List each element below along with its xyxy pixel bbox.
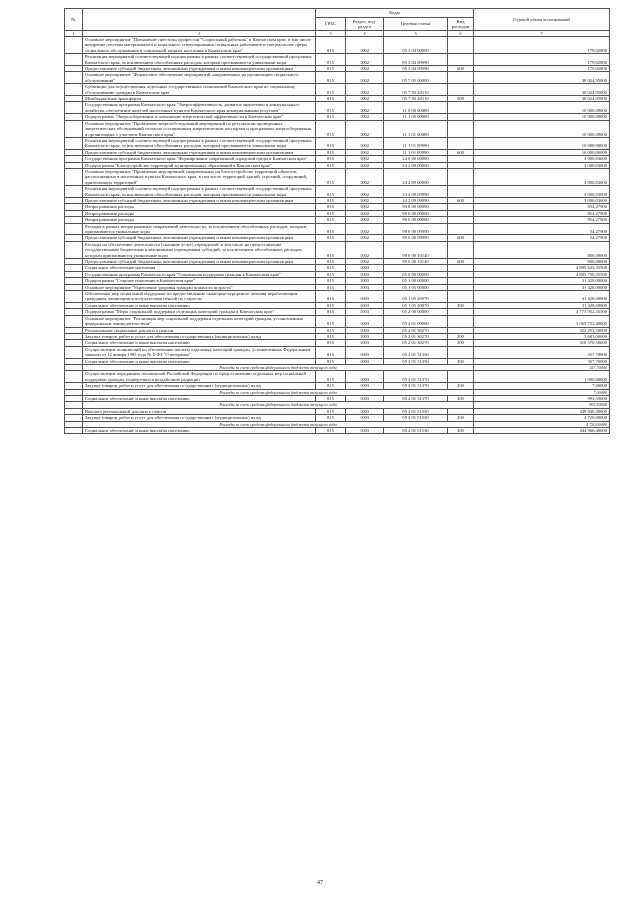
table-row [65,223,610,235]
row-section: 1002 [346,162,384,168]
row-amount: 357,70000 [474,358,610,364]
row-grbs: 815 [316,149,346,155]
row-expense-type [448,223,474,235]
row-name: Социальное обеспечение и иные выплаты населению [83,395,316,401]
table-body [65,37,610,434]
row-target: 11 1 01 00000 [384,120,448,137]
row-target: 05 2 01 30270 [384,333,448,339]
row-amount: 449 840,40000 [474,408,610,414]
row-amount: 3 000,03000 [474,162,610,168]
row-amount: 179,02800 [474,66,610,72]
row-name: Выплата региональной доплаты к пенсии [83,408,316,414]
row-target: 05 3 04 09990 [384,66,448,72]
row-expense-type [448,241,474,258]
budget-table-sheet [64,8,609,870]
row-expense-type: 300 [448,395,474,401]
row-section: 1002 [346,54,384,66]
row-name: Основное мероприятие "Проведение мероприятий, направленных на благоустройство территорий объектов, расположенных в населенных пунктах Камчатского края, в том числе территорий зданий, строений, сооружений, прилегающих территорий" [83,168,316,185]
budget-table [64,8,610,434]
row-section: 1003 [346,383,384,389]
row-amount: 31 428,00000 [474,302,610,308]
col-number-4: 4 [346,31,384,37]
row-index [65,102,83,114]
row-amount: 1 000,60000 [474,371,610,383]
row-expense-type [448,186,474,198]
header-codes: Коды [316,9,474,18]
row-target: 05 2 01 51530 [384,408,448,414]
row-grbs: 815 [316,415,346,421]
row-target: 11 1 01 09990 [384,149,448,155]
row-section: 1002 [346,137,384,149]
row-section: 1002 [346,217,384,223]
row-expense-type [448,72,474,84]
row-name: Социальное обеспечение и иные выплаты населению [83,358,316,364]
row-amount: 31 428,00000 [474,284,610,290]
row-grbs: 815 [316,265,346,271]
header-section: Раздел, под-раздел [346,18,384,31]
row-section: 1003 [346,346,384,358]
row-target: 05 3 04 09990 [384,54,448,66]
row-target: 05 0 00 00000 [384,271,448,277]
row-section: 1003 [346,302,384,308]
row-name: Основное мероприятие "Проведение энергообследований мероприятий по результатам проведенных энергетических обследований согласно составленным энергетическим паспортам и программам энергосбережения в организациях с участием Камчатского края" [83,120,316,137]
row-name: Региональные социальные доплаты к пенсии [83,327,316,333]
row-grbs: 815 [316,315,346,327]
row-section: 1002 [346,149,384,155]
row-target: 24 2 09 00000 [384,168,448,185]
row-target: 05 1 05 20070 [384,302,448,308]
row-grbs: 815 [316,278,346,284]
row-target: 99 0 00 00000 [384,217,448,223]
row-amount: 30 024,95000 [474,96,610,102]
row-target: 05 1 00 00000 [384,278,448,284]
row-index [65,120,83,137]
row-grbs: 815 [316,168,346,185]
table-row [65,72,610,84]
row-section: 1002 [346,37,384,54]
row-expense-type: 600 [448,259,474,265]
row-target: 05 2 01 00000 [384,315,448,327]
row-expense-type [448,120,474,137]
row-grbs: 815 [316,428,346,434]
row-name: Подпрограмма "Старшее поколение в Камчатском крае" [83,278,316,284]
row-section: 1002 [346,204,384,210]
row-index [65,223,83,235]
row-expense-type: 300 [448,302,474,308]
row-section: 1002 [346,197,384,203]
row-name: Расходы в рамках непрограммных направлений деятельности, за исключением обособленных расходов, которым присваиваются уникальные коды [83,223,316,235]
row-expense-type [448,346,474,358]
row-target: 24 2 09 09990 [384,197,448,203]
row-target: 11 0 00 00000 [384,102,448,114]
row-grbs: 815 [316,204,346,210]
row-amount: 31 428,00000 [474,291,610,303]
row-expense-type: 200 [448,333,474,339]
row-name: Предоставление субсидий бюджетным, автономным учреждениям и иным некоммерческим организациям [83,149,316,155]
row-grbs: 815 [316,120,346,137]
row-grbs: 815 [316,259,346,265]
table-row [65,102,610,114]
row-grbs: 815 [316,235,346,241]
row-name: Предоставление субсидий бюджетным, автономным учреждениям и иным некоммерческим организациям [83,259,316,265]
header-grbs: ГРБС [316,18,346,31]
row-grbs: 815 [316,284,346,290]
row-target: 24 2 00 00000 [384,162,448,168]
row-section: 1002 [346,168,384,185]
row-name: Основное мероприятие "Укрепление здоровья граждан пожилого возраста" [83,284,316,290]
row-grbs: 815 [316,156,346,162]
row-expense-type: 500 [448,96,474,102]
note-text: Расходы за счет средств федерального бюджета текущего года [83,421,474,427]
row-amount: 54,27900 [474,223,610,235]
row-target: 99 0 00 10140 [384,259,448,265]
row-name: Социальное обеспечение и иные выплаты населению [83,340,316,346]
row-amount: 30 024,95000 [474,72,610,84]
row-amount: 179,02800 [474,37,610,54]
row-grbs: 815 [316,346,346,358]
row-grbs: 815 [316,327,346,333]
row-name: Осуществление полномочий по обеспечению жильем отдельных категорий граждан, установленных Федеральным законом от 12 января 1995 года № 5-ФЗ "О ветеранах" [83,346,316,358]
row-index [65,241,83,258]
header-number: № [65,9,83,31]
row-name: Государственная программа Камчатского края "Социальная поддержка граждан в Камчатском крае" [83,271,316,277]
table-row [65,84,610,96]
row-amount: 854,27900 [474,204,610,210]
row-amount: 4 773 952,35500 [474,309,610,315]
row-amount: 993,50000 [474,402,610,408]
row-section: 1003 [346,327,384,333]
row-expense-type [448,37,474,54]
row-grbs: 815 [316,241,346,258]
row-section: 1002 [346,235,384,241]
row-amount: 7,00000 [474,383,610,389]
row-amount: 4 805 623,35500 [474,265,610,271]
row-grbs: 815 [316,84,346,96]
row-grbs: 815 [316,271,346,277]
row-name: Реализация мероприятий соответствующей подпрограммы в рамках соответствующей государственной программы Камчатского края, за исключением обособленных расходов, которым присваиваются уникальные коды [83,54,316,66]
header-name [83,9,316,31]
row-name: Закупка товаров, работ и услуг для обеспечения государственных (муниципальных) нужд [83,333,316,339]
row-section: 1002 [346,84,384,96]
row-amount: 10 000,00000 [474,102,610,114]
table-row [65,120,610,137]
row-amount: 30 024,95000 [474,84,610,96]
row-grbs: 815 [316,37,346,54]
row-target: 05 1 05 20070 [384,291,448,303]
row-amount: 854,27900 [474,217,610,223]
row-name: Закупка товаров, работ и услуг для обеспечения государственных (муниципальных) нужд [83,383,316,389]
row-amount: 179,02800 [474,54,610,66]
row-amount: 800,00000 [474,259,610,265]
row-name: Предоставление субсидий бюджетным, автономным учреждениям и иным некоммерческим организациям [83,235,316,241]
row-expense-type: 600 [448,197,474,203]
col-number-6: 6 [448,31,474,37]
row-target: 05 2 01 51530 [384,428,448,434]
row-amount: 4 805 750,35500 [474,271,610,277]
row-grbs: 815 [316,197,346,203]
row-grbs: 815 [316,114,346,120]
row-amount: 4 720,00000 [474,415,610,421]
row-amount: 800,00000 [474,241,610,258]
row-target: 05 2 01 51370 [384,383,448,389]
row-expense-type [448,168,474,185]
note-text: Расходы за счет средств федерального бюджета текущего года [83,402,474,408]
row-section: 1003 [346,315,384,327]
row-grbs: 815 [316,358,346,364]
row-section: 1003 [346,265,384,271]
row-amount: 4 720,00000 [474,421,610,427]
note-text: Расходы за счет средств федерального бюджета текущего года [83,389,474,395]
row-amount: 3 065 722,40000 [474,315,610,327]
row-index [65,72,83,84]
page-number: 47 [317,880,323,886]
row-amount: 10 000,00000 [474,114,610,120]
row-amount: 357,70000 [474,346,610,358]
note-text: Расходы за счет средств федерального бюджета текущего года [83,364,474,370]
row-amount: 444 966,40000 [474,428,610,434]
row-section: 1003 [346,395,384,401]
row-amount: 357,70000 [474,364,610,370]
row-amount: 322 253,50000 [474,327,610,333]
row-grbs: 815 [316,291,346,303]
row-target: 05 2 01 51370 [384,371,448,383]
row-amount: 854,27900 [474,210,610,216]
row-grbs: 815 [316,186,346,198]
row-index [65,315,83,327]
row-grbs: 815 [316,302,346,308]
row-name: Основное мероприятие "Повышение престижа профессии "Социальный работник" в Камчатском крае, в том числе внедрение системы материального и морального стимулирования социальных работников и специалистов сферы социального обслуживания и социальной защиты населения в Камчатском крае" [83,37,316,54]
row-index [65,291,83,303]
table-row [65,346,610,358]
row-name: Реализация мероприятий соответствующей подпрограммы в рамках соответствующей государственной программы Камчатского края, за исключением обособленных расходов, которым присваиваются уникальные коды [83,186,316,198]
row-name: Непрограммные расходы [83,210,316,216]
row-target: 05 2 00 00000 [384,309,448,315]
row-amount: 3 000,03000 [474,156,610,162]
row-name: Социальное обеспечение и иные выплаты населению [83,428,316,434]
row-name: Государственная программа Камчатского края "Энергоэффективность, развитие энергетики и коммунального хозяйства, обеспечение жителей населенных пунктов Камчатского края коммунальными услугами" [83,102,316,114]
row-section: 1003 [346,271,384,277]
row-grbs: 815 [316,72,346,84]
row-name: Осуществление переданных полномочий Российской Федерации по предоставлению отдельных мер социальной поддержки граждан, подвергшихся воздействию радиации [83,371,316,383]
table-row [65,241,610,258]
row-target: 99 0 00 09990 [384,223,448,235]
row-grbs: 815 [316,309,346,315]
row-amount: 318 570,50000 [474,340,610,346]
row-section: 1003 [346,278,384,284]
row-target: 11 1 00 00000 [384,114,448,120]
row-expense-type [448,315,474,327]
row-name: Основное мероприятие "Реализация мер социальной поддержки отдельных категорий граждан, установленных федеральным законодательством" [83,315,316,327]
row-section: 1002 [346,259,384,265]
header-amount: Годовой объем ассигнований [474,9,610,31]
header-target: Целевая статья [384,18,448,31]
row-grbs: 815 [316,217,346,223]
row-expense-type [448,137,474,149]
row-section: 1003 [346,309,384,315]
row-expense-type: 300 [448,358,474,364]
row-index [65,346,83,358]
row-grbs: 815 [316,383,346,389]
row-amount: 7,00000 [474,389,610,395]
row-amount: 3 000,03000 [474,186,610,198]
row-target: 24 0 00 00000 [384,156,448,162]
row-target: 05 7 05 40110 [384,84,448,96]
row-expense-type: 200 [448,415,474,421]
row-target: 99 0 00 00000 [384,210,448,216]
row-section: 1003 [346,428,384,434]
row-amount: 10 000,00000 [474,137,610,149]
row-grbs: 815 [316,102,346,114]
row-expense-type: 600 [448,235,474,241]
col-number-7: 7 [474,31,610,37]
row-section: 1003 [346,408,384,414]
row-name: Основное мероприятие "Финансовое обеспечение мероприятий, направленных на организацию социального обслуживания" [83,72,316,84]
row-grbs: 815 [316,210,346,216]
row-target: 05 2 01 51530 [384,415,448,421]
table-row [65,428,610,434]
table-row [65,186,610,198]
row-index [65,186,83,198]
col-number-2: 2 [83,31,316,37]
table-row [65,37,610,54]
row-name: Непрограммные расходы [83,204,316,210]
row-amount: 3 000,03000 [474,197,610,203]
row-name: Обеспечение мер социальной поддержки по предоставлению санаторно-курортного лечения неработающим гражданам, являющимся получателями пенсий по старости [83,291,316,303]
row-section: 1003 [346,371,384,383]
row-amount: 31 428,00000 [474,278,610,284]
table-row [65,168,610,185]
row-amount: 993,50000 [474,395,610,401]
row-name: Подпрограмма "Энергосбережение и повышение энергетической эффективности в Камчатском крае" [83,114,316,120]
row-section: 1003 [346,340,384,346]
row-grbs: 815 [316,54,346,66]
row-expense-type: 300 [448,340,474,346]
row-expense-type [448,291,474,303]
row-target: 05 2 01 51350 [384,346,448,358]
row-amount: 3 000,03000 [474,168,610,185]
row-expense-type [448,371,474,383]
row-name: Межбюджетные трансферты [83,96,316,102]
row-section: 1003 [346,291,384,303]
row-section: 1002 [346,223,384,235]
row-target: 05 2 01 30270 [384,327,448,333]
row-amount: 54,27900 [474,235,610,241]
row-section: 1002 [346,72,384,84]
row-target: 05 2 01 51370 [384,395,448,401]
row-section: 1003 [346,284,384,290]
row-grbs: 815 [316,137,346,149]
row-name: Непрограммные расходы [83,217,316,223]
row-name: Государственная программа Камчатского края "Формирование современной городской среды в Камчатском крае" [83,156,316,162]
row-target: 99 0 00 10140 [384,241,448,258]
row-section: 1002 [346,210,384,216]
row-grbs: 815 [316,340,346,346]
row-name: Реализация мероприятий соответствующей подпрограммы в рамках соответствующей государственной программы Камчатского края, за исключением обособленных расходов, которым присваиваются уникальные коды [83,137,316,149]
row-grbs: 815 [316,371,346,383]
row-index [65,37,83,54]
row-expense-type: 600 [448,149,474,155]
row-index [65,168,83,185]
row-target: 05 7 05 00000 [384,72,448,84]
row-section: 1002 [346,114,384,120]
row-name: Расходы на обеспечение деятельности (оказание услуг) учреждений, в том числе на предоставление государственным бюджетным и автономным учреждениям субсидий, за исключением обособленных расходов, которым присваиваются уникальные коды [83,241,316,258]
row-amount: 3 683,00000 [474,333,610,339]
row-grbs: 815 [316,408,346,414]
row-name: Субвенции для осуществления отдельных государственных полномочий Камчатского края по социальному обслуживанию граждан в Камчатском крае [83,84,316,96]
col-number-3: 3 [316,31,346,37]
row-index [65,371,83,383]
row-name: Предоставление субсидий бюджетным, автономным учреждениям и иным некоммерческим организациям [83,66,316,72]
col-number-1: 1 [65,31,83,37]
row-section: 1003 [346,333,384,339]
row-target: 05 2 01 30270 [384,340,448,346]
row-target: 05 1 05 00000 [384,284,448,290]
row-name: Подпрограмма "Меры социальной поддержки отдельных категорий граждан в Камчатском крае" [83,309,316,315]
row-grbs: 815 [316,162,346,168]
header-expense-type: Вид расходов [448,18,474,31]
row-target: 99 0 00 09990 [384,235,448,241]
row-expense-type [448,102,474,114]
row-section: 1002 [346,241,384,258]
row-section: 1002 [346,66,384,72]
row-name: Социальное обеспечение населения [83,265,316,271]
col-number-5: 5 [384,31,448,37]
row-target: 24 2 09 09990 [384,186,448,198]
row-expense-type [448,54,474,66]
row-target: 11 1 01 09990 [384,137,448,149]
row-index [65,54,83,66]
table-row [65,371,610,383]
row-section: 1002 [346,186,384,198]
row-index [65,84,83,96]
row-index [65,137,83,149]
row-section: 1002 [346,120,384,137]
row-expense-type: 200 [448,383,474,389]
table-row [65,54,610,66]
row-expense-type [448,84,474,96]
row-section: 1002 [346,96,384,102]
row-grbs: 815 [316,395,346,401]
row-section: 1002 [346,156,384,162]
row-expense-type: 600 [448,66,474,72]
row-target: 05 2 01 51350 [384,358,448,364]
table-row [65,291,610,303]
row-expense-type: 300 [448,428,474,434]
row-grbs: 815 [316,66,346,72]
row-target: 05 7 05 40110 [384,96,448,102]
row-amount: 10 000,00000 [474,120,610,137]
row-name: Социальное обеспечение и иные выплаты населению [83,302,316,308]
row-target: 99 0 00 00000 [384,204,448,210]
row-amount: 10 000,00000 [474,149,610,155]
row-name: Предоставление субсидий бюджетным, автономным учреждениям и иным некоммерческим организациям [83,197,316,203]
table-row [65,315,610,327]
row-target: 05 3 04 00000 [384,37,448,54]
row-name: Подпрограмма "Благоустройство территорий муниципальных образований в Камчатском крае" [83,162,316,168]
row-section: 1002 [346,102,384,114]
row-grbs: 815 [316,96,346,102]
row-grbs: 815 [316,223,346,235]
row-section: 1003 [346,358,384,364]
row-index [65,428,83,434]
row-name: Закупка товаров, работ и услуг для обеспечения государственных (муниципальных) нужд [83,415,316,421]
row-section: 1003 [346,415,384,421]
row-grbs: 815 [316,333,346,339]
table-row [65,137,610,149]
